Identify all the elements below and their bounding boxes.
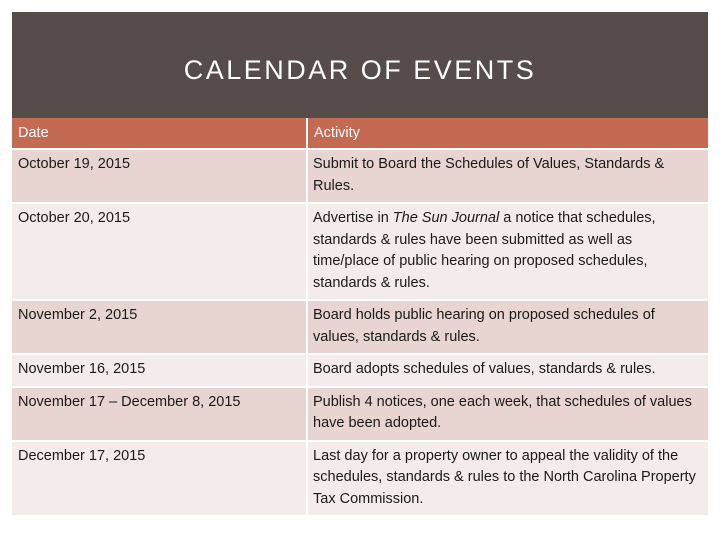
event-activity: Last day for a property owner to appeal the validity of the schedules, standards & rules to the North Carolina Property Tax Commission. [306,442,708,518]
activity-text-after: a notice that schedules, standards & rules have been submitted as well as time/place of public hearing on proposed schedules, standards & rules. [313,210,656,291]
table-row [12,301,708,355]
events-table [12,118,708,517]
activity-column-header: Activity [306,118,708,150]
table-row [12,388,708,442]
date-column-header: Date [12,118,306,150]
table-row [12,150,708,204]
activity-text-before: Advertise in [313,210,393,226]
event-activity: Publish 4 notices, one each week, that schedules of values have been adopted. [306,388,708,442]
newspaper-name: The Sun Journal [392,210,500,226]
table-row [12,355,708,388]
slide-title: CALENDAR OF EVENTS [183,55,537,85]
event-date: October 19, 2015 [12,150,306,204]
event-activity: Submit to Board the Schedules of Values, Standards & Rules. [306,150,708,204]
event-date: October 20, 2015 [12,204,306,301]
event-date: November 2, 2015 [12,301,306,355]
title-band [12,12,708,118]
event-date: November 16, 2015 [12,355,306,388]
event-date: December 17, 2015 [12,442,306,518]
event-date: November 17 – December 8, 2015 [12,388,306,442]
table-row [12,204,708,301]
event-activity [306,204,708,301]
event-activity: Board adopts schedules of values, standards & rules. [306,355,708,388]
event-activity: Board holds public hearing on proposed schedules of values, standards & rules. [306,301,708,355]
table-row [12,442,708,518]
table-header-row [12,118,708,150]
